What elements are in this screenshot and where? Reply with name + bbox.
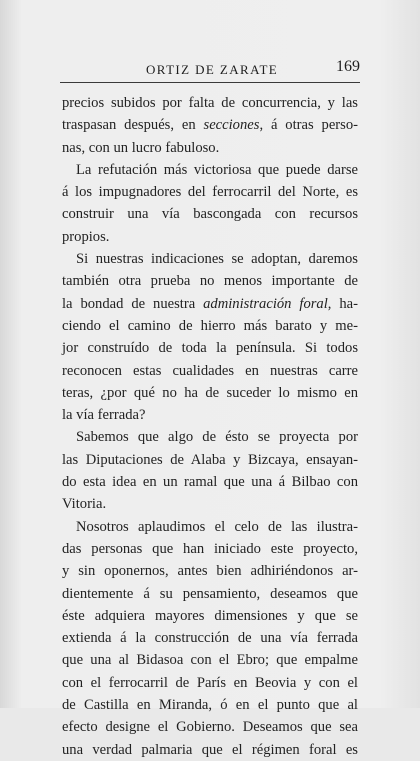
text-line: La refutación más victoriosa que puede darse bbox=[76, 161, 358, 178]
text-line: dientemente á su pensamiento, deseamos que bbox=[62, 585, 358, 602]
page-number: 169 bbox=[336, 58, 360, 75]
text-line: ciendo el camino de hierro más barato y me- bbox=[62, 317, 358, 334]
text-line: la vía ferrada? bbox=[62, 407, 146, 424]
text-line: das personas que han iniciado este proyecto, bbox=[62, 540, 358, 557]
text-line: teras, ¿por qué no ha de suceder lo mismo en bbox=[62, 384, 358, 401]
text-line: efecto designe el Gobierno. Deseamos que sea bbox=[62, 719, 358, 736]
running-head: ORTIZ DE ZARATE bbox=[146, 62, 279, 77]
text-segment: , ha- bbox=[327, 295, 359, 312]
text-line: éste adquiera mayores dimensiones y que se bbox=[62, 607, 358, 624]
text-line bbox=[62, 114, 358, 136]
text-segment: traspasan después, en bbox=[62, 117, 204, 134]
text-line: construir una vía bascongada con recursos bbox=[62, 206, 358, 223]
text-line: nas, con un lucro fabuloso. bbox=[62, 139, 220, 156]
text-line: á los impugnadores del ferrocarril del Norte, es bbox=[62, 184, 358, 201]
text-line: extienda á la construcción de una vía ferrada bbox=[62, 630, 358, 647]
text-line: con el ferrocarril de París en Beovia y con el bbox=[62, 674, 358, 691]
text-line: y sin oponernos, antes bien adhiriéndonos ar- bbox=[62, 563, 358, 580]
text-line: Si nuestras indicaciones se adoptan, daremos bbox=[76, 251, 358, 268]
text-line: jor construído de toda la península. Si todos bbox=[62, 340, 358, 357]
text-line: una verdad palmaria que el régimen foral es bbox=[62, 741, 358, 758]
text-segment: , á otras perso- bbox=[259, 117, 358, 134]
text-line: propios. bbox=[62, 228, 110, 245]
text-line: Nosotros aplaudimos el celo de las ilustra- bbox=[76, 518, 358, 535]
text-line: Sabemos que algo de ésto se proyecta por bbox=[76, 429, 358, 446]
text-line: las Diputaciones de Alaba y Bizcaya, ensayan- bbox=[62, 451, 358, 468]
text-line: de Castilla en Miranda, ó en el punto que al bbox=[62, 697, 358, 714]
page-header bbox=[60, 56, 360, 83]
text-line: Vitoria. bbox=[62, 496, 107, 513]
text-line: precios subidos por falta de concurrencia, y las bbox=[62, 95, 358, 111]
text-line: reconocen estas cualidades en nuestras carre bbox=[62, 362, 358, 379]
text-line bbox=[62, 293, 358, 315]
text-line: que una al Bidasoa con el Ebro; que empalme bbox=[62, 652, 358, 669]
italic-term: secciones bbox=[203, 117, 260, 134]
italic-term: administración foral bbox=[203, 295, 328, 312]
text-line: también otra prueba no menos importante de bbox=[62, 273, 358, 290]
body-text bbox=[62, 92, 358, 761]
text-line: do esta idea en un ramal que una á Bilbao con bbox=[62, 474, 358, 491]
text-segment: la bondad de nuestra bbox=[62, 295, 204, 312]
